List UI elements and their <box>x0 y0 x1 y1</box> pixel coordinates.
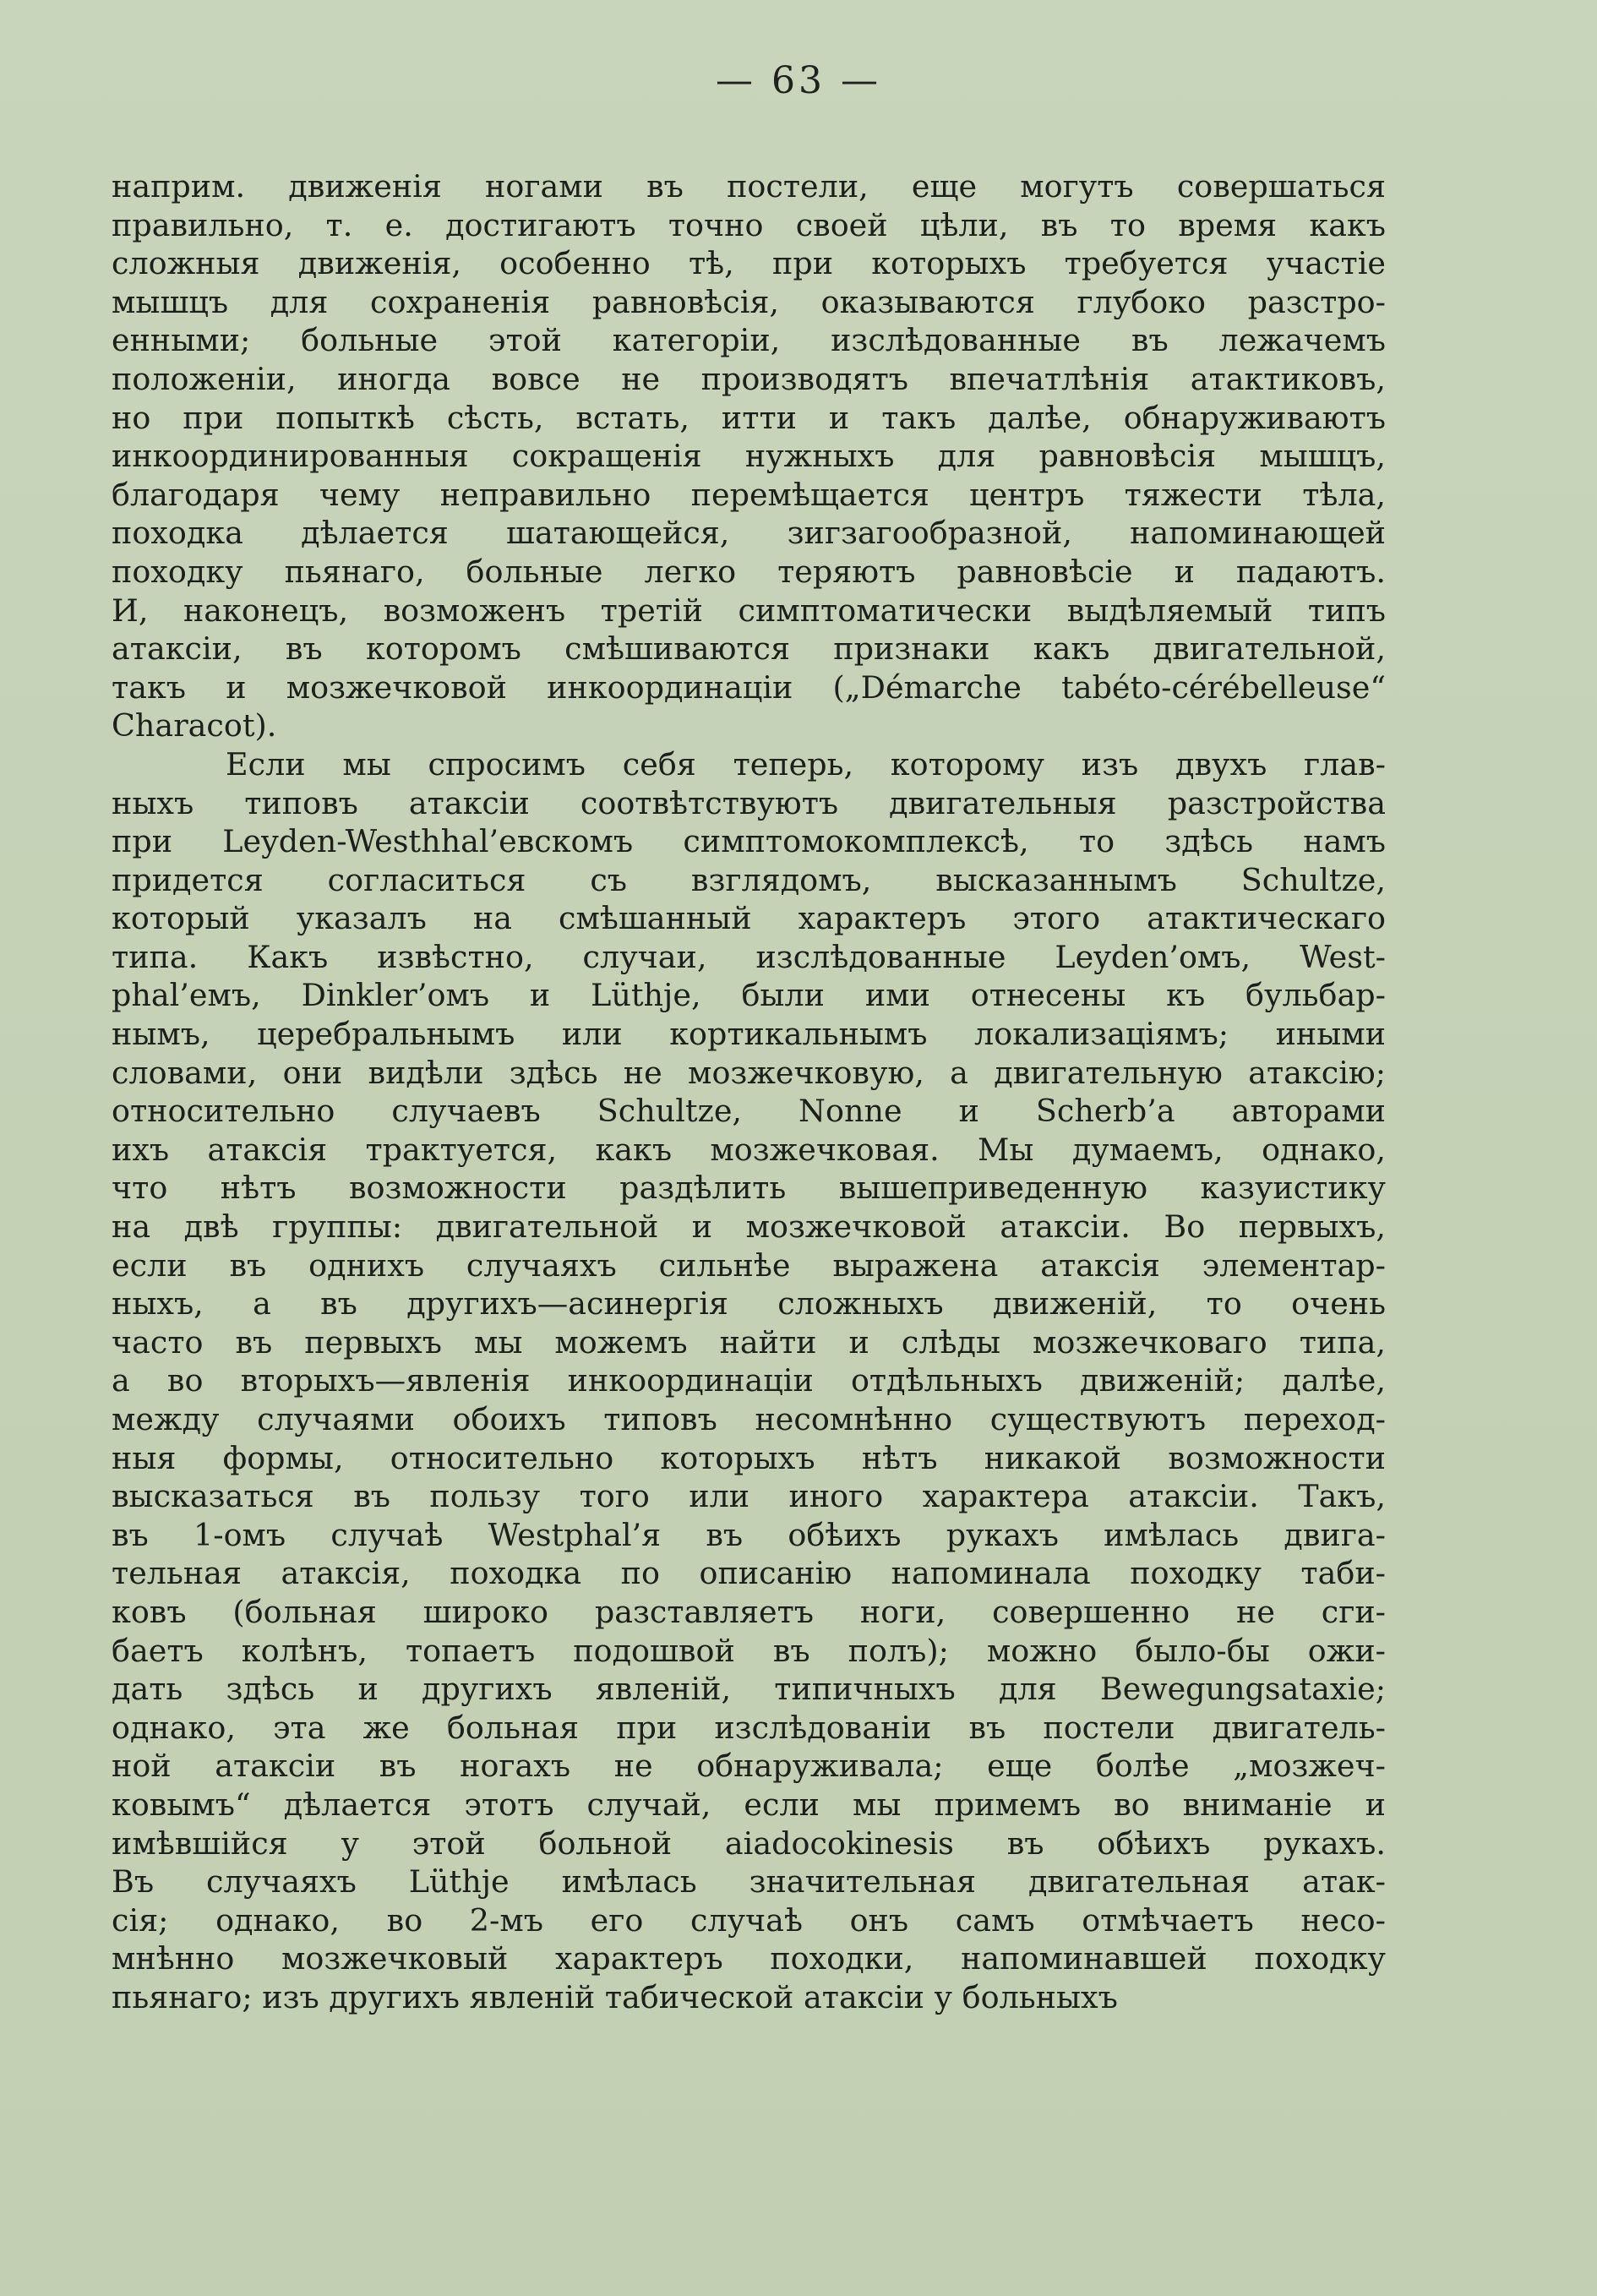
text-line: Если мы спросимъ себя теперь, которому изъ двухъ глав- <box>226 745 1386 783</box>
text-line: инкоординированныя сокращенія нужныхъ для равновѣсія мышцъ, <box>112 438 1386 475</box>
text-line: благодаря чему неправильно перемѣщается центръ тяжести тѣла, <box>112 476 1386 513</box>
text-line: на двѣ группы: двигательной и мозжечковой атаксіи. Во первыхъ, <box>112 1208 1386 1246</box>
text-line: Въ случаяхъ Lüthje имѣлась значительная двигательная атак- <box>112 1863 1386 1901</box>
text-line: словами, они видѣли здѣсь не мозжечковую, а двигательную атаксію; <box>112 1054 1386 1091</box>
text-line: а во вторыхъ—явленія инкоординаціи отдѣльныхъ движеній; далѣе, <box>112 1362 1386 1399</box>
text-line: ныхъ типовъ атаксіи соотвѣтствуютъ двигательныя разстройства <box>112 784 1386 821</box>
text-line: ковымъ“ дѣлается этотъ случай, если мы примемъ во вниманіе и <box>112 1786 1386 1823</box>
text-line: который указалъ на смѣшанный характеръ этого атактическаго <box>112 900 1386 937</box>
text-line: тельная атаксія, походка по описанію напоминала походку таби- <box>112 1555 1386 1592</box>
text-line: мнѣнно мозжечковый характеръ походки, напоминавшей походку <box>112 1940 1386 1977</box>
text-line: И, наконецъ, возможенъ третій симптоматически выдѣляемый типъ <box>112 592 1386 629</box>
text-line: при Leyden-Westhhal’евскомъ симптомокомплексѣ, то здѣсь намъ <box>112 823 1386 860</box>
text-line: енными; больные этой категоріи, изслѣдованные въ лежачемъ <box>112 322 1386 359</box>
text-line: баетъ колѣнъ, топаетъ подошвой въ полъ); можно было-бы ожи- <box>112 1632 1386 1669</box>
text-line: мышцъ для сохраненія равновѣсія, оказываются глубоко разстро- <box>112 283 1386 320</box>
paragraph <box>112 167 1386 745</box>
text-line: атаксіи, въ которомъ смѣшиваются признаки какъ двигательной, <box>112 630 1386 668</box>
text-line: сія; однако, во 2-мъ его случаѣ онъ самъ отмѣчаетъ несо- <box>112 1901 1386 1939</box>
paragraph <box>112 745 1386 2017</box>
text-line: такъ и мозжечковой инкоординаціи („Démarche tabéto-cérébelleuse“ <box>112 668 1386 706</box>
text-line: между случаями обоихъ типовъ несомнѣнно существуютъ переход- <box>112 1401 1386 1437</box>
text-line: походка дѣлается шатающейся, зигзагообразной, напоминающей <box>112 515 1386 552</box>
text-line: ковъ (больная широко разставляетъ ноги, совершенно не сги- <box>112 1593 1386 1630</box>
body-text <box>112 167 1386 2017</box>
text-line: сложныя движенія, особенно тѣ, при которыхъ требуется участіе <box>112 245 1386 282</box>
text-line: Characot). <box>112 707 277 744</box>
text-line: правильно, т. е. достигаютъ точно своей цѣли, въ то время какъ <box>112 206 1386 243</box>
page-number: — 63 — <box>716 59 881 102</box>
text-line: но при попыткѣ сѣсть, встать, итти и такъ далѣе, обнаруживаютъ <box>112 399 1386 436</box>
text-line: высказаться въ пользу того или иного характера атаксіи. Такъ, <box>112 1478 1386 1515</box>
text-line: положеніи, иногда вовсе не производятъ впечатлѣнія атактиковъ, <box>112 360 1386 397</box>
text-line: ныхъ, а въ другихъ—асинергія сложныхъ движеній, то очень <box>112 1285 1386 1323</box>
text-line: типа. Какъ извѣстно, случаи, изслѣдованные Leyden’омъ, West- <box>112 938 1386 975</box>
text-line: въ 1-омъ случаѣ Westphal’я въ обѣихъ рукахъ имѣлась двига- <box>112 1516 1386 1553</box>
text-line: ихъ атаксія трактуется, какъ мозжечковая. Мы думаемъ, однако, <box>112 1131 1386 1168</box>
text-line: походку пьянаго, больные легко теряютъ равновѣсіе и падаютъ. <box>112 553 1386 590</box>
text-line: если въ однихъ случаяхъ сильнѣе выражена атаксія элементар- <box>112 1246 1386 1284</box>
text-line: однако, эта же больная при изслѣдованіи въ постели двигатель- <box>112 1709 1386 1746</box>
text-line: наприм. движенія ногами въ постели, еще могутъ совершаться <box>112 168 1386 205</box>
text-line: относительно случаевъ Schultze, Nonne и Scherb’a авторами <box>112 1093 1386 1130</box>
text-line: часто въ первыхъ мы можемъ найти и слѣды мозжечковаго типа, <box>112 1323 1386 1361</box>
text-line: ныя формы, относительно которыхъ нѣтъ никакой возможности <box>112 1439 1386 1476</box>
text-line: дать здѣсь и другихъ явленій, типичныхъ для Bewegungsataxie; <box>112 1671 1386 1708</box>
text-line: ной атаксіи въ ногахъ не обнаруживала; еще болѣе „мозжеч- <box>112 1748 1386 1785</box>
text-line: что нѣтъ возможности раздѣлить вышеприведенную казуистику <box>112 1170 1386 1207</box>
text-line: пьянаго; изъ другихъ явленій табической атаксіи у больныхъ <box>112 1978 1118 2015</box>
text-line: нымъ, церебральнымъ или кортикальнымъ локализаціямъ; иными <box>112 1016 1386 1053</box>
text-line: phal’емъ, Dinkler’омъ и Lüthje, были ими отнесены къ бульбар- <box>112 977 1386 1014</box>
text-line: имѣвшійся у этой больной aiadocokinesis въ обѣихъ рукахъ. <box>112 1824 1386 1862</box>
text-line: придется согласиться съ взглядомъ, высказаннымъ Schultze, <box>112 861 1386 898</box>
